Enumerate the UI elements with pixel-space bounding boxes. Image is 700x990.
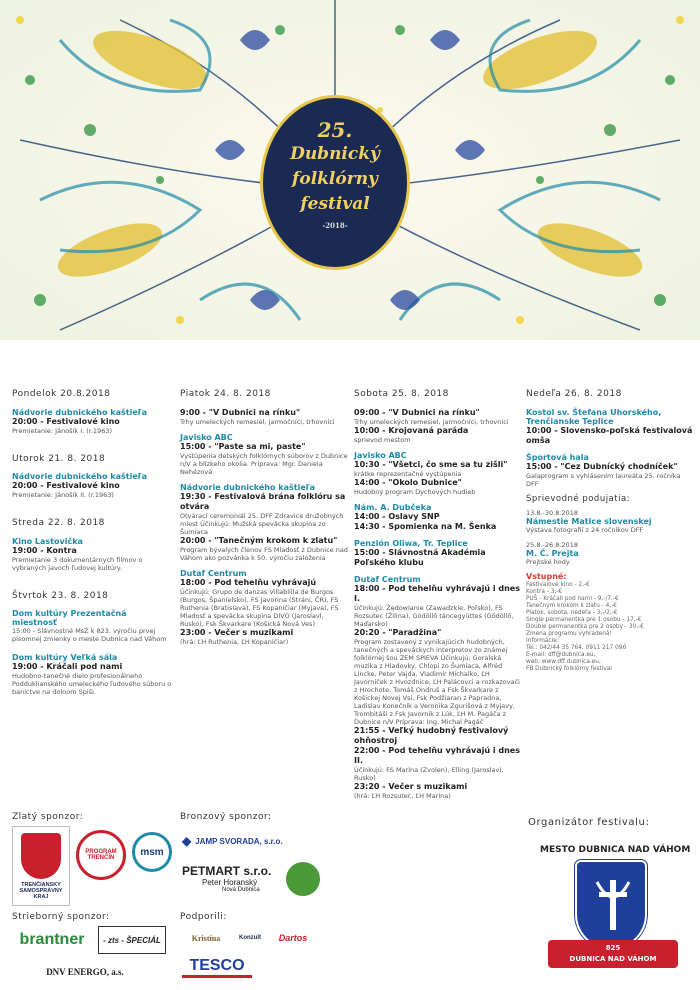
event-time: 10:30 - "Všetci, čo sme sa tu zišli"	[354, 459, 508, 469]
venue: Športová hala	[526, 452, 589, 462]
venue: Nám. A. Dubčeka	[354, 502, 432, 512]
venue: Nádvorie dubnického kaštieľa	[12, 472, 147, 482]
konzult-logo: Konzult	[239, 935, 261, 941]
venue: Penzión Oliwa, Tr. Teplice	[354, 538, 468, 548]
day-heading: Piatok 24. 8. 2018	[180, 389, 271, 399]
green-sponsor-logo	[286, 862, 320, 896]
venue: Kostol sv. Štefana Uhorského, Trenčianske Teplice	[526, 407, 662, 426]
event-desc: Otvárací ceremoniál 25. DFF Zdravice družobných miest Účinkujú: Mužská spevácka skupina zo Šumiaca	[180, 511, 344, 536]
cross-emblem-icon	[577, 862, 649, 952]
event-desc: 15:00 - Slávnostné MsZ k 823. výročiu prvej písomnej zmienky o meste Dubnica nad Váhom	[12, 627, 167, 644]
msm-logo: msm	[132, 832, 172, 872]
organizer-city: MESTO DUBNICA NAD VÁHOM	[540, 845, 691, 855]
supporters-heading: Podporili:	[180, 912, 227, 922]
event-desc: Program bývalých členov FS Mladosť z Dubnice nad Váhom ako pozvánka k 50. výročiu založenia	[180, 545, 348, 562]
venue: Nádvorie dubnického kaštieľa	[12, 407, 147, 417]
organizer-heading: Organizátor festivalu:	[528, 817, 650, 828]
event-time: 21:55 - Veľký hudobný festivalový ohňostroj	[354, 725, 509, 745]
event-desc: krátke reprezentačné vystúpenia	[354, 469, 462, 478]
event-date: 13.8.-30.8.2018	[526, 509, 578, 518]
event-time: 20:00 - "Tanečným krokom k zlatu"	[180, 535, 338, 545]
title-line-1: Dubnický	[290, 144, 380, 164]
event-desc: Prejtské hody	[526, 558, 570, 567]
title-line-2: folklórny	[292, 169, 378, 189]
program-column-monday-thursday	[12, 390, 172, 696]
silver-sponsor-heading: Strieborný sponzor:	[12, 912, 110, 922]
event-time: 14:00 - "Okolo Dubnice"	[354, 477, 462, 487]
program-column-saturday	[354, 390, 520, 807]
price-item: Tanečným krokom k zlatu - 4,-€	[526, 602, 617, 609]
venue: M. Č. Prejta	[526, 549, 579, 559]
event-time: 19:30 - Festivalová brána folklóru sa otvára	[180, 491, 346, 511]
zts-special-logo: - zts - ŠPECIÁL	[98, 926, 166, 954]
anniversary-ribbon: 825 DUBNICA NAD VÁHOM	[548, 940, 678, 968]
event-desc: Trhy umeleckých remesiel, jarmočníci, trhovníci	[180, 417, 335, 426]
entry-heading: Vstupné:	[526, 572, 567, 582]
event-desc: Vystúpenia detských folklórnych súborov z Dubnice n/V a blízkeho okolia. Príprava: Mgr. Daniela Nehézová	[180, 451, 348, 476]
event-time: 15:00 - Slávnostná Akadémia Poľského klubu	[354, 547, 486, 567]
event-desc: sprievod mestom	[354, 435, 411, 444]
event-desc: (hrá: ĽH Rozsutec, ĽH Marína)	[354, 791, 451, 800]
event-desc: Premietanie 3 dokumentárnych filmov o vybraných javoch ľudovej kultúry.	[12, 555, 143, 572]
festival-banner	[0, 0, 700, 340]
program-trencin-logo: PROGRAM TRENČÍN	[76, 830, 126, 880]
event-time: 10:00 - Slovensko-poľská festivalová omša	[526, 425, 693, 445]
venue: Nádvorie dubnického kaštieľa	[180, 482, 315, 492]
tesco-logo: TESCO	[182, 956, 252, 978]
price-item: Double permanentka pre 2 osoby - 30,-€	[526, 623, 644, 630]
event-time: 19:00 - Kontra	[12, 545, 77, 555]
dartos-logo: Dartos	[278, 933, 308, 943]
jamp-icon: ◆	[182, 834, 192, 848]
price-item: Piatok, sobota, nedeľa - 3,-/2,-€	[526, 609, 618, 616]
event-desc: Premietanie: Jánošík I. (r.1963)	[12, 426, 113, 435]
price-item: Festivalové kino - 2,-€	[526, 581, 590, 588]
event-time: 19:00 - Kráčali pod nami	[12, 662, 123, 672]
bronze-sponsor-heading: Bronzový sponzor:	[180, 812, 272, 822]
tsk-logo: TRENČIANSKY SAMOSPRÁVNY KRAJ	[12, 826, 70, 906]
venue: Kino Lastovička	[12, 536, 83, 546]
event-time: 10:00 - Krojovaná paráda	[354, 425, 469, 435]
venue: Dutaf Centrum	[354, 574, 421, 584]
venue: Javisko ABC	[180, 432, 233, 442]
dubnica-crest-icon	[575, 860, 647, 950]
event-desc: Program zostavený z vynikajúcich hudobných, tanečných a speváckych interpretov zo známej folklórnej šou ZEM SPIEVA Účinkujú: Goralská muzika z Hladovky, Chlopi zo Šumiaca, Alfréd Lincke, Peter Vajda, Vladimír Michalko, ĽH Javorníček z Hvozdnice, ĽH Palácovci a rozkazovači z Hrochote, Tomáš Ondruš a Fsk Škvarkare z Košickej Novej Vsi, Fsk Podžiaran z Papradna, Ladislav Konečník a Veronika Zgurišová z Myjavy, Trombitáši z Fsk Javorník z Lúk, ĽH M. Pagáča z Dubnice n/V Príprava: Ing. Michal Pagáč	[354, 637, 520, 726]
venue: Dom kultúry Prezentačná miestnosť	[12, 609, 127, 628]
event-time: 15:00 - "Cez Dubnícký chodníček"	[526, 461, 678, 471]
info-phone: Tel.: 042/44 35 764, 0911 217 096	[526, 644, 627, 651]
event-time: 20:20 - "Paradžina"	[354, 627, 442, 637]
venue: Javisko ABC	[354, 450, 407, 460]
event-desc: Hudobno-tanečné dielo profesionálneho Podduklianského umeleckého ľudového súboru o baníctve na dolnom Spiši.	[12, 672, 172, 697]
jamp-svorada-logo: ◆ JAMP SVORADA, s.r.o.	[182, 834, 283, 848]
title-year: -2018-	[322, 221, 348, 230]
day-heading: Utorok 21. 8. 2018	[12, 453, 106, 464]
festival-title	[260, 118, 410, 230]
event-time: 9:00 - "V Dubnici na rínku"	[180, 407, 301, 417]
venue: Námestie Matice slovenskej	[526, 517, 652, 527]
title-number: 25.	[317, 118, 353, 142]
event-desc: Hudobný program Dychových hudieb	[354, 487, 476, 496]
title-line-3: festival	[300, 194, 370, 214]
event-time: 23:00 - Večer s muzikami	[180, 627, 294, 637]
event-time: 20:00 - Festivalové kino	[12, 416, 120, 426]
info-facebook: FB Dubnický folklórny festival	[526, 665, 612, 672]
kristina-logo: Kristína	[191, 933, 221, 943]
event-time: 18:00 - Pod tehelňu vyhrávajú i dnes I.	[354, 583, 520, 603]
info-email: E-mail: dff@dubnica.eu,	[526, 651, 596, 658]
dnv-energo-logo: DNV ENERGO, a.s.	[46, 967, 124, 977]
info-web: web: www.dff.dubnica.eu,	[526, 658, 601, 665]
event-desc: Premietanie: Jánošík II. (r.1963)	[12, 491, 114, 500]
venue: Dutaf Centrum	[180, 568, 247, 578]
event-desc: Účinkujú: FS Marína (Zvolen), Elling (Jaroslavl, Rusko)	[354, 765, 504, 782]
program-column-sunday	[526, 390, 694, 673]
crest-icon	[21, 833, 61, 879]
event-desc: Účinkujú: Grupo de danzas Villablilla de Burgos (Burgos, Španielsko), FS Javorina (Stráni, ČR), FS Ruthenia (Bratislava), FS Kopaničiar (Myjava), FS Mladosť a spevácka skupina DIVO (Jaroslavl, Rusko), Fsk Škvarkare (Košická Nová Ves)	[180, 587, 339, 628]
gold-sponsor-heading: Zlatý sponzor:	[12, 812, 84, 822]
event-desc: (hrá: ĽH Ruthenia, ĽH Kopaničiar)	[180, 637, 289, 646]
petmart-logo: PETMART s.r.o. Peter Horanský Nová Dubnica	[182, 863, 272, 893]
event-desc: Účinkujú: Źędowianie (Zawadzkie, Poľsko), FS Rozsutec (Žilina), Gödöllő táncegyüttes (Gödöllő, Maďarsko)	[354, 603, 514, 628]
event-time: 22:00 - Pod tehelňu vyhrávajú i dnes II.	[354, 745, 520, 765]
price-item: Single permanentka pre 1 osobu - 17,-€	[526, 616, 642, 623]
event-date: 25.8.-26.8.2018	[526, 541, 578, 550]
day-heading: Streda 22. 8. 2018	[12, 518, 105, 529]
event-time: 20:00 - Festivalové kino	[12, 481, 120, 491]
event-time: 23:20 - Večer s muzikami	[354, 781, 468, 791]
event-desc: Galaprogram s vyhlásením laureáta 25. ročníka DFF	[526, 471, 681, 488]
event-time: 14:30 - Spomienka na M. Šenka	[354, 521, 497, 531]
event-desc: Výstava fotografií z 24 ročníkov DFF	[526, 526, 644, 535]
day-heading: Pondelok 20.8.2018	[12, 389, 111, 399]
brantner-logo: brantner	[19, 931, 85, 948]
info-label: Informácie:	[526, 637, 559, 644]
event-desc: Trhy umeleckých remesiel, jarmočníci, trhovníci	[354, 417, 509, 426]
event-time: 14:00 - Oslavy SNP	[354, 511, 440, 521]
program-column-friday	[180, 390, 348, 653]
price-item: PUŠ - Kráčali pod nami - 9,-/7,-€	[526, 595, 619, 602]
day-heading: Sobota 25. 8. 2018	[354, 389, 449, 399]
venue: Dom kultúry Veľká sála	[12, 653, 118, 663]
day-heading: Nedeľa 26. 8. 2018	[526, 389, 622, 399]
event-time: 15:00 - "Paste sa mi, paste"	[180, 441, 306, 451]
day-heading: Štvrtok 23. 8. 2018	[12, 590, 109, 601]
price-item: Kontra - 3,-€	[526, 588, 563, 595]
accompanying-events-heading: Sprievodné podujatia:	[526, 493, 631, 504]
program-change-note: Zmena programu vyhradená!	[526, 630, 612, 637]
event-time: 18:00 - Pod tehelňu vyhrávajú	[180, 577, 317, 587]
event-time: 09:00 - "V Dubnici na rínku"	[354, 407, 480, 417]
